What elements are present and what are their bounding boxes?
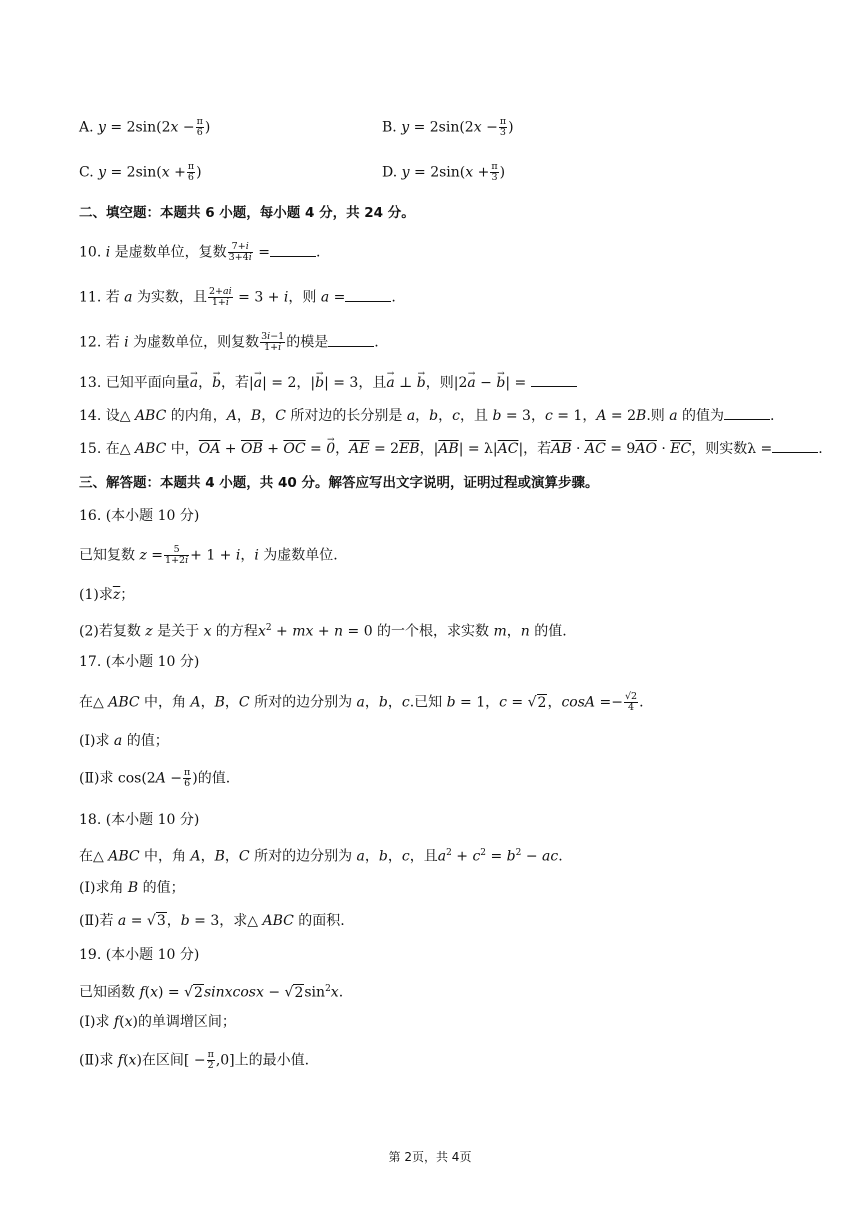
section-heading-solutions: 三、解答题：本题共 4 小题，共 40 分。解答应写出文字说明，证明过程或演算步骤。 bbox=[79, 475, 599, 491]
option-c: C. y = 2sin(x + $\frac{\pi}{6}$ ) bbox=[79, 161, 202, 183]
question-18-stem: 在△ ABC 中，角 A，B，C 所对的边分别为 a，b，c，且$a^2 + c^2 = b^2$ − ac. bbox=[79, 848, 563, 865]
page-footer: 第 2页，共 4页 bbox=[388, 1150, 472, 1164]
question-16-part-1: (1)求$\overline{z}$； bbox=[79, 587, 135, 603]
question-19-part-1: (Ⅰ)求 f(x)的单调增区间； bbox=[79, 1014, 236, 1030]
option-d: D. y = 2sin(x + $\frac{\pi}{3}$ ) bbox=[382, 161, 506, 183]
section-heading-fill-in: 二、填空题：本题共 6 小题，每小题 4 分，共 24 分。 bbox=[79, 205, 415, 221]
question-10: 10. i 是虚数单位，复数 $\frac{7+i}{3+4i}$ = . bbox=[79, 241, 321, 263]
question-12: 12. 若 i 为虚数单位，则复数 $\frac{3i-1}{1+i}$ 的模是 . bbox=[79, 331, 379, 353]
question-13: 13. 已知平面向量→ a，→ b，若|→ a| = 2，|→ b| = 3，且→ a ⊥ → b，则|2→ a − → b| = bbox=[79, 373, 577, 393]
question-17-title: 17. (本小题 10 分) bbox=[79, 654, 200, 670]
answer-blank bbox=[531, 374, 577, 387]
question-16-title: 16. (本小题 10 分) bbox=[79, 508, 200, 524]
question-17-part-2: (Ⅱ)求 cos(2A − $\frac{\pi}{6}$ )的值. bbox=[79, 767, 231, 789]
question-18-part-1: (Ⅰ)求角 B 的值； bbox=[79, 880, 185, 896]
option-b: B. y = 2sin(2x − $\frac{\pi}{3}$ ) bbox=[382, 116, 514, 138]
question-19-part-2: (Ⅱ)求 f(x)在区间[ − $\frac{\pi}{2}$ ,0]上的最小值. bbox=[79, 1049, 310, 1071]
answer-blank bbox=[270, 244, 316, 257]
question-19-stem: 已知函数 f(x) = √2sinxcosx − $√2\sin^2x$. bbox=[79, 984, 344, 1001]
option-a: A. y = 2sin(2x − $\frac{\pi}{6}$ ) bbox=[79, 116, 211, 138]
question-11: 11. 若 a 为实数，且 $\frac{2+ai}{1+i}$ = 3 + i，则 a = . bbox=[79, 286, 396, 308]
question-18-part-2: (Ⅱ)若 a = √3，b = 3，求△ ABC 的面积. bbox=[79, 913, 345, 929]
question-14: 14. 设△ ABC 的内角，A，B，C 所对边的长分别是 a，b，c，且 b = 3，c = 1，A = 2B.则 a 的值为 . bbox=[79, 408, 775, 424]
answer-blank bbox=[724, 407, 770, 420]
question-16-stem: 已知复数 z = $\frac{5}{1+2i}$ + 1 + i，i 为虚数单位. bbox=[79, 544, 338, 566]
question-17-part-1: (Ⅰ)求 a 的值； bbox=[79, 733, 169, 749]
answer-blank bbox=[345, 289, 391, 302]
answer-blank bbox=[328, 334, 374, 347]
question-18-title: 18. (本小题 10 分) bbox=[79, 812, 200, 828]
question-19-title: 19. (本小题 10 分) bbox=[79, 947, 200, 963]
question-16-part-2: (2)若复数 z 是关于 x 的方程$x^2$ + mx + n = 0 的一个根，求实数 m，n 的值. bbox=[79, 623, 567, 640]
question-15: 15. 在△ ABC 中，$\overline{OA} + \overline{OB} + \overline{OC}$ = → 0，$\overline{AE} = 2\overline{EB}$，$|\overline{AB}| = \lambda|\overline{AC}|$，若$\overline{AB} \cdot \overline{AC} = 9\overline{AO} \cdot \overline{EC}$，则实数λ = . bbox=[79, 439, 823, 459]
answer-blank bbox=[772, 440, 818, 453]
question-17-stem: 在△ ABC 中，角 A，B，C 所对的边分别为 a，b，c.已知 b = 1，c = √2，cosA =− $\frac{√2}{4}$ . bbox=[79, 691, 644, 713]
